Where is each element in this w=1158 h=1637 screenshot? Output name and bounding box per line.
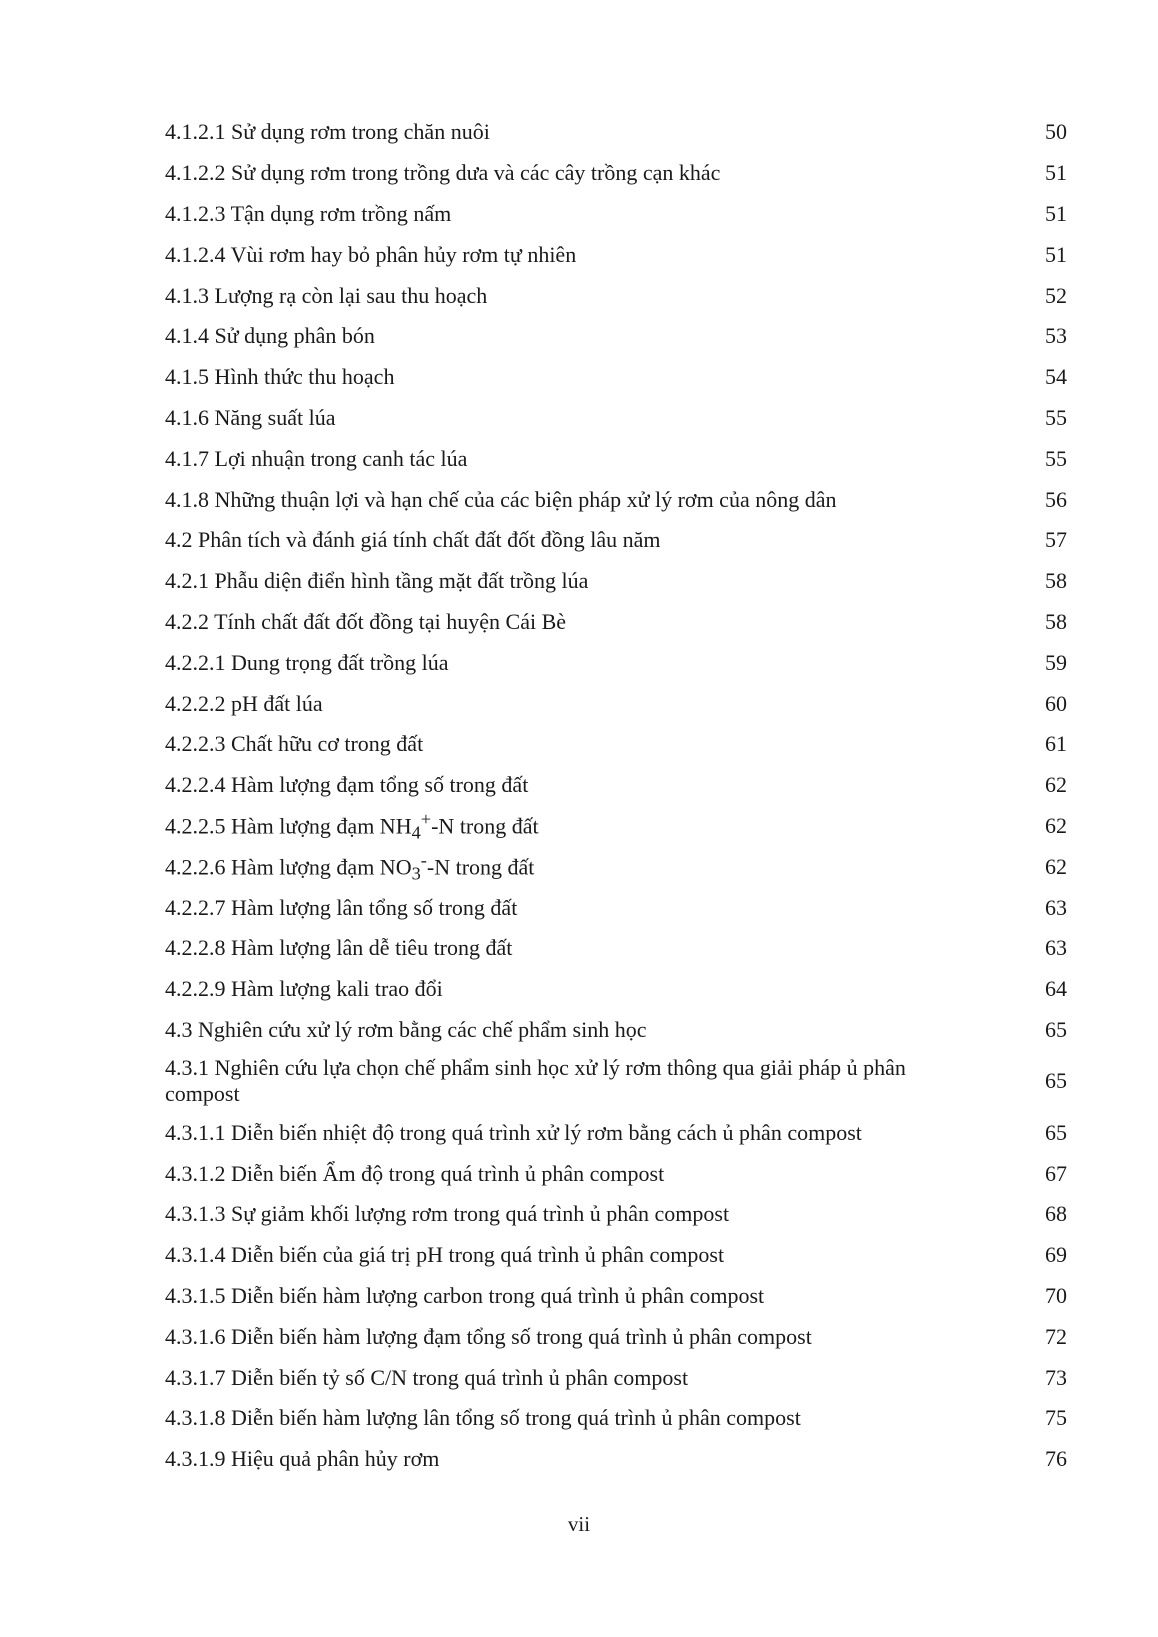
toc-entry bbox=[165, 275, 1067, 316]
toc-entry-title: 4.1.8 Những thuận lợi và hạn chế của các biện pháp xử lý rơm của nông dân bbox=[165, 486, 837, 512]
toc-entry-title: 4.1.2.1 Sử dụng rơm trong chăn nuôi bbox=[165, 119, 490, 145]
toc-entry-title-text: 4.2.2.5 Hàm lượng đạm NH bbox=[165, 813, 412, 839]
toc-entry-title: 4.3.1 Nghiên cứu lựa chọn chế phẩm sinh học xử lý rơm thông qua giải pháp ủ phân compost bbox=[165, 1055, 906, 1107]
toc-entry-title: 4.3.1.4 Diễn biến của giá trị pH trong quá trình ủ phân compost bbox=[165, 1242, 725, 1268]
toc-entry-title: 4.1.6 Năng suất lúa bbox=[165, 404, 336, 430]
toc-entry-page: 68 bbox=[1045, 1201, 1067, 1227]
toc-entry-page: 70 bbox=[1045, 1282, 1067, 1308]
toc-entry-title: 4.3.1.8 Diễn biến hàm lượng lân tổng số trong quá trình ủ phân compost bbox=[165, 1405, 801, 1431]
toc-entry-page: 72 bbox=[1045, 1323, 1067, 1349]
toc-entry-title: 4.3 Nghiên cứu xử lý rơm bằng các chế phẩm sinh học bbox=[165, 1016, 647, 1042]
toc-entry bbox=[165, 357, 1067, 398]
toc-entry bbox=[165, 112, 1067, 153]
toc-entry-page: 55 bbox=[1045, 404, 1067, 430]
toc-entry-page: 76 bbox=[1045, 1446, 1067, 1472]
toc-entry bbox=[165, 642, 1067, 683]
toc-entry-page: 65 bbox=[1045, 1068, 1067, 1094]
toc-entry-title: 4.1.3 Lượng rạ còn lại sau thu hoạch bbox=[165, 282, 488, 308]
toc-entry-page: 58 bbox=[1045, 568, 1067, 594]
toc-entry-title: 4.3.1.9 Hiệu quả phân hủy rơm bbox=[165, 1446, 440, 1472]
toc-entry bbox=[165, 1316, 1067, 1357]
toc-entry-title: 4.2 Phân tích và đánh giá tính chất đất đốt đồng lâu năm bbox=[165, 527, 661, 553]
toc-entry-title: 4.2.2.9 Hàm lượng kali trao đổi bbox=[165, 976, 443, 1002]
toc-entry bbox=[165, 1112, 1067, 1153]
toc-entry bbox=[165, 479, 1067, 520]
subscript: 3 bbox=[411, 863, 421, 884]
subscript: 4 bbox=[411, 822, 421, 843]
toc-entry-page: 61 bbox=[1045, 731, 1067, 757]
toc-entry-title-text: -N trong đất bbox=[431, 813, 539, 839]
toc-entry-page: 53 bbox=[1045, 323, 1067, 349]
toc-entry-page: 75 bbox=[1045, 1405, 1067, 1431]
toc-entry-page: 55 bbox=[1045, 445, 1067, 471]
toc-entry-title: 4.3.1.5 Diễn biến hàm lượng carbon trong quá trình ủ phân compost bbox=[165, 1282, 765, 1308]
toc-entry bbox=[165, 846, 1067, 887]
toc-entry bbox=[165, 1398, 1067, 1439]
toc-entry-page: 54 bbox=[1045, 364, 1067, 390]
toc-entry-page: 65 bbox=[1045, 1119, 1067, 1145]
toc-entry-title bbox=[165, 806, 1027, 846]
toc-entry-page: 57 bbox=[1045, 527, 1067, 553]
toc-entry-title: 4.2.2.7 Hàm lượng lân tổng số trong đất bbox=[165, 894, 518, 920]
toc-entry-title: 4.2.2.1 Dung trọng đất trồng lúa bbox=[165, 649, 449, 675]
toc-entry-title: 4.2.2.2 pH đất lúa bbox=[165, 690, 323, 716]
superscript: + bbox=[420, 809, 432, 830]
toc-entry bbox=[165, 602, 1067, 643]
toc-entry-page: 63 bbox=[1045, 894, 1067, 920]
toc-entry-page: 59 bbox=[1045, 649, 1067, 675]
toc-entry-title: 4.1.4 Sử dụng phân bón bbox=[165, 323, 375, 349]
toc-entry bbox=[165, 1050, 1067, 1112]
toc-entry-title: 4.3.1.3 Sự giảm khối lượng rơm trong quá trình ủ phân compost bbox=[165, 1201, 730, 1227]
toc-entry-title: 4.1.2.3 Tận dụng rơm trồng nấm bbox=[165, 200, 452, 226]
toc-entry-title: 4.1.2.4 Vùi rơm hay bỏ phân hủy rơm tự nhiên bbox=[165, 241, 577, 267]
toc-entry-title: 4.2.2.8 Hàm lượng lân dễ tiêu trong đất bbox=[165, 935, 513, 961]
toc-entry bbox=[165, 806, 1067, 847]
toc-entry bbox=[165, 887, 1067, 928]
toc-entry bbox=[165, 438, 1067, 479]
toc-entry-title: 4.1.7 Lợi nhuận trong canh tác lúa bbox=[165, 445, 468, 471]
toc-entry-page: 63 bbox=[1045, 935, 1067, 961]
toc-entry bbox=[165, 234, 1067, 275]
toc-entry-title: 4.2.2.3 Chất hữu cơ trong đất bbox=[165, 731, 424, 757]
toc-entry bbox=[165, 1010, 1067, 1051]
toc-entry bbox=[165, 153, 1067, 194]
toc-entry-title: 4.3.1.6 Diễn biến hàm lượng đạm tổng số trong quá trình ủ phân compost bbox=[165, 1323, 812, 1349]
toc-entry bbox=[165, 683, 1067, 724]
toc-entry-title: 4.3.1.1 Diễn biến nhiệt độ trong quá trình xử lý rơm bằng cách ủ phân compost bbox=[165, 1119, 862, 1145]
toc-entry-title-text: -N trong đất bbox=[426, 854, 535, 880]
toc-entry-title: 4.3.1.2 Diễn biến Ẩm độ trong quá trình ủ phân compost bbox=[165, 1160, 665, 1186]
toc-entry-title: 4.3.1.7 Diễn biến tỷ số C/N trong quá trình ủ phân compost bbox=[165, 1364, 689, 1390]
page-number: vii bbox=[567, 1512, 591, 1536]
toc-entry bbox=[165, 765, 1067, 806]
toc-entry-page: 69 bbox=[1045, 1242, 1067, 1268]
toc-entry-title bbox=[165, 847, 1027, 887]
toc-entry-page: 65 bbox=[1045, 1016, 1067, 1042]
toc-entry-page: 56 bbox=[1045, 486, 1067, 512]
toc-entry bbox=[165, 520, 1067, 561]
toc-entry bbox=[165, 1276, 1067, 1317]
toc-entry-title: 4.2.1 Phẫu diện điển hình tầng mặt đất trồng lúa bbox=[165, 568, 589, 594]
toc-entry bbox=[165, 398, 1067, 439]
toc-entry bbox=[165, 1153, 1067, 1194]
toc-entry-title: 4.2.2 Tính chất đất đốt đồng tại huyện Cái Bè bbox=[165, 608, 567, 634]
superscript: - bbox=[420, 849, 427, 870]
toc-entry-page: 62 bbox=[1045, 772, 1067, 798]
toc-entry-page: 58 bbox=[1045, 608, 1067, 634]
toc-entry-title-text: 4.2.2.6 Hàm lượng đạm NO bbox=[165, 854, 412, 880]
toc-entry-page: 51 bbox=[1045, 160, 1067, 186]
toc-entry-page: 62 bbox=[1045, 812, 1067, 838]
toc-entry-page: 62 bbox=[1045, 853, 1067, 879]
toc-entry-page: 64 bbox=[1045, 976, 1067, 1002]
toc-entry-page: 73 bbox=[1045, 1364, 1067, 1390]
toc-entry-title: 4.2.2.4 Hàm lượng đạm tổng số trong đất bbox=[165, 772, 529, 798]
table-of-contents bbox=[165, 112, 1067, 1480]
toc-entry bbox=[165, 316, 1067, 357]
toc-entry bbox=[165, 1439, 1067, 1480]
toc-entry bbox=[165, 724, 1067, 765]
toc-entry bbox=[165, 194, 1067, 235]
toc-entry bbox=[165, 1194, 1067, 1235]
toc-entry bbox=[165, 561, 1067, 602]
toc-entry-page: 67 bbox=[1045, 1160, 1067, 1186]
toc-entry bbox=[165, 1235, 1067, 1276]
toc-entry-page: 60 bbox=[1045, 690, 1067, 716]
toc-entry-page: 52 bbox=[1045, 282, 1067, 308]
toc-entry bbox=[165, 1357, 1067, 1398]
toc-entry-title: 4.1.2.2 Sử dụng rơm trong trồng dưa và các cây trồng cạn khác bbox=[165, 160, 721, 186]
toc-entry bbox=[165, 969, 1067, 1010]
toc-entry-page: 51 bbox=[1045, 200, 1067, 226]
toc-entry-page: 50 bbox=[1045, 119, 1067, 145]
toc-entry-title: 4.1.5 Hình thức thu hoạch bbox=[165, 364, 395, 390]
toc-entry-page: 51 bbox=[1045, 241, 1067, 267]
toc-entry bbox=[165, 928, 1067, 969]
